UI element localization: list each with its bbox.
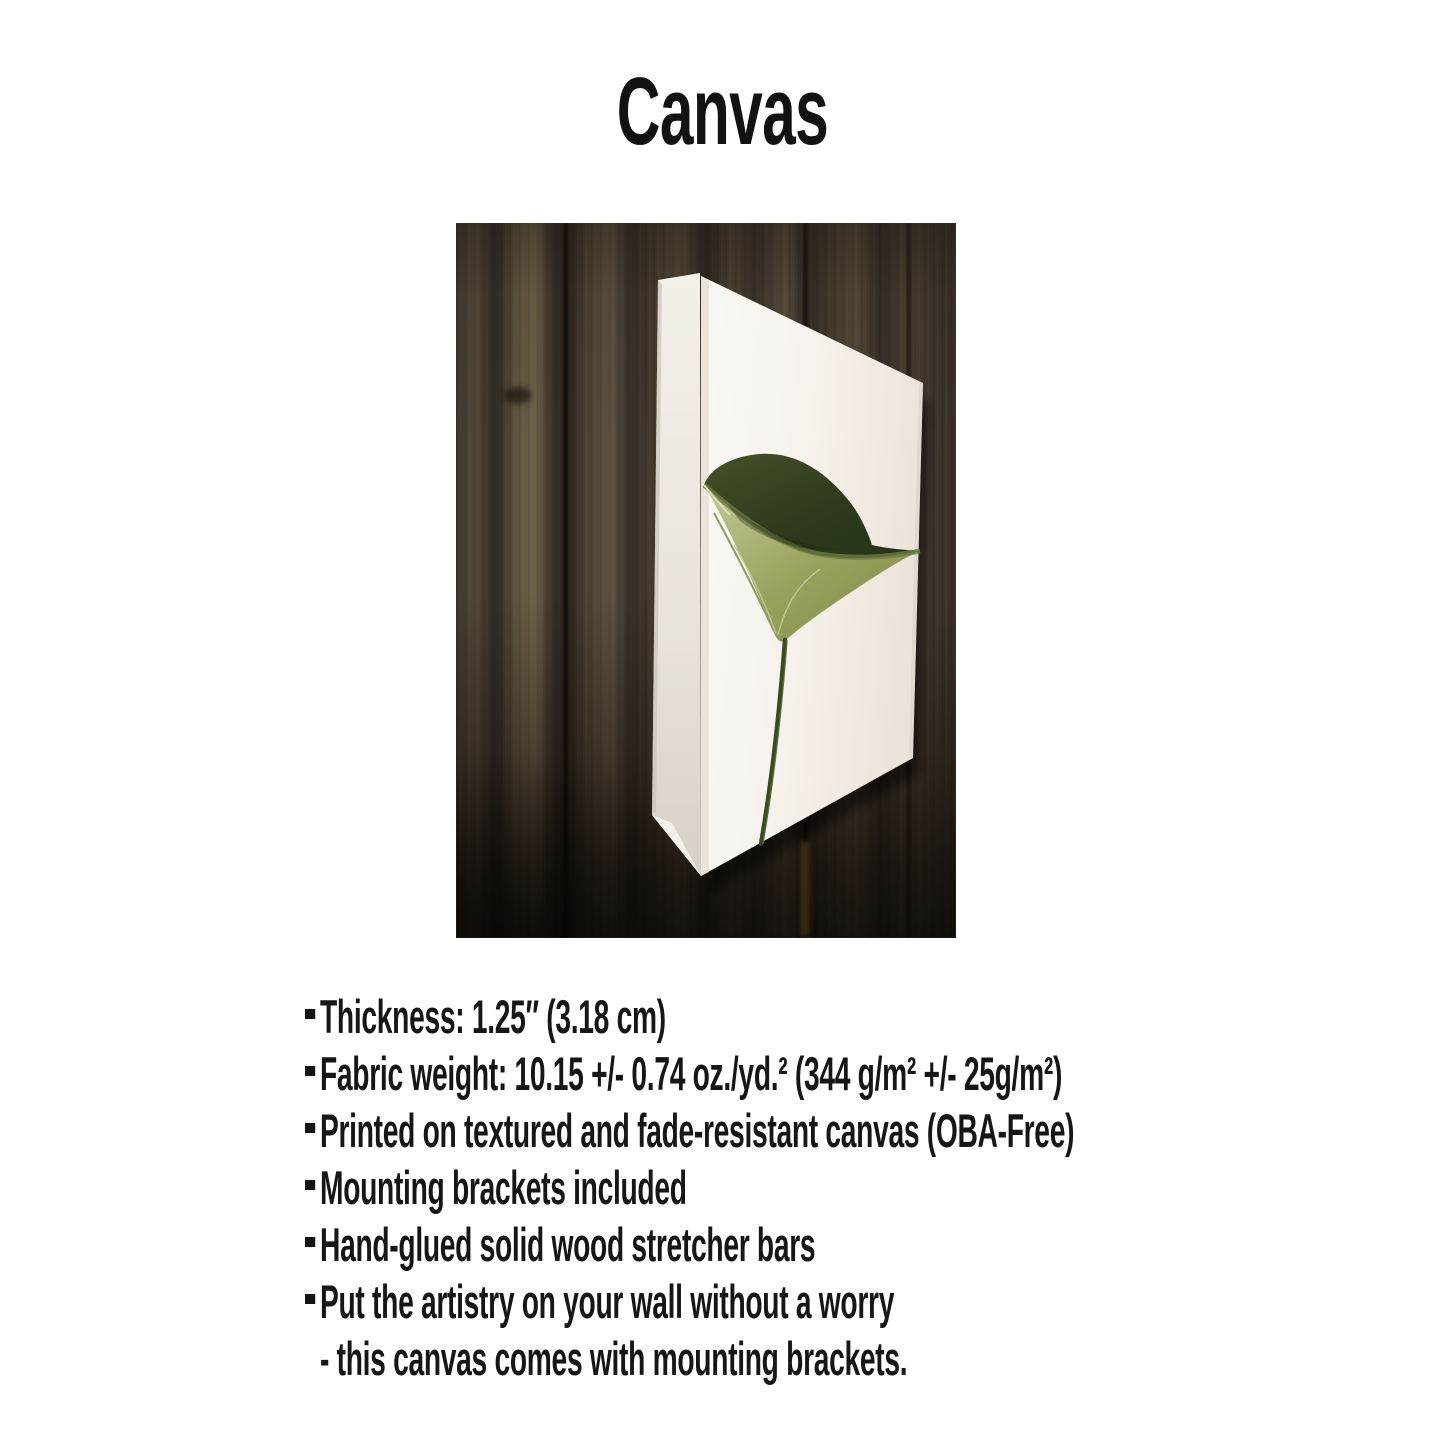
spec-item-fabric-weight bbox=[305, 1045, 1074, 1102]
square-bullet-icon bbox=[305, 1009, 315, 1019]
canvas-fold-shading bbox=[701, 276, 709, 876]
spec-item-artistry bbox=[305, 1273, 1074, 1330]
spec-text: Fabric weight: 10.15 +/- 0.74 oz./yd.² (344 g/m² +/- 25g/m²) bbox=[320, 1047, 1063, 1100]
spec-text: - this canvas comes with mounting brackets. bbox=[320, 1332, 908, 1385]
spec-text: Hand-glued solid wood stretcher bars bbox=[320, 1218, 816, 1271]
spec-item-thickness bbox=[305, 988, 1074, 1045]
spec-item-artistry-continuation bbox=[305, 1330, 1074, 1387]
square-bullet-icon bbox=[305, 1237, 315, 1247]
spec-item-printed-canvas bbox=[305, 1102, 1074, 1159]
spec-list bbox=[305, 988, 1445, 1387]
product-photo bbox=[456, 223, 956, 938]
spec-text: Put the artistry on your wall without a worry bbox=[320, 1275, 895, 1328]
page-title: Canvas bbox=[616, 58, 829, 165]
canvas-print-illustration bbox=[456, 223, 956, 938]
spec-text: Thickness: 1.25″ (3.18 cm) bbox=[320, 990, 666, 1043]
spec-item-mounting-brackets bbox=[305, 1159, 1074, 1216]
spec-item-stretcher-bars bbox=[305, 1216, 1074, 1273]
square-bullet-icon bbox=[305, 1180, 315, 1190]
square-bullet-icon bbox=[305, 1066, 315, 1076]
spec-text: Mounting brackets included bbox=[320, 1161, 687, 1214]
spec-text: Printed on textured and fade-resistant canvas (OBA-Free) bbox=[320, 1104, 1075, 1157]
square-bullet-icon bbox=[305, 1294, 315, 1304]
square-bullet-icon bbox=[305, 1123, 315, 1133]
